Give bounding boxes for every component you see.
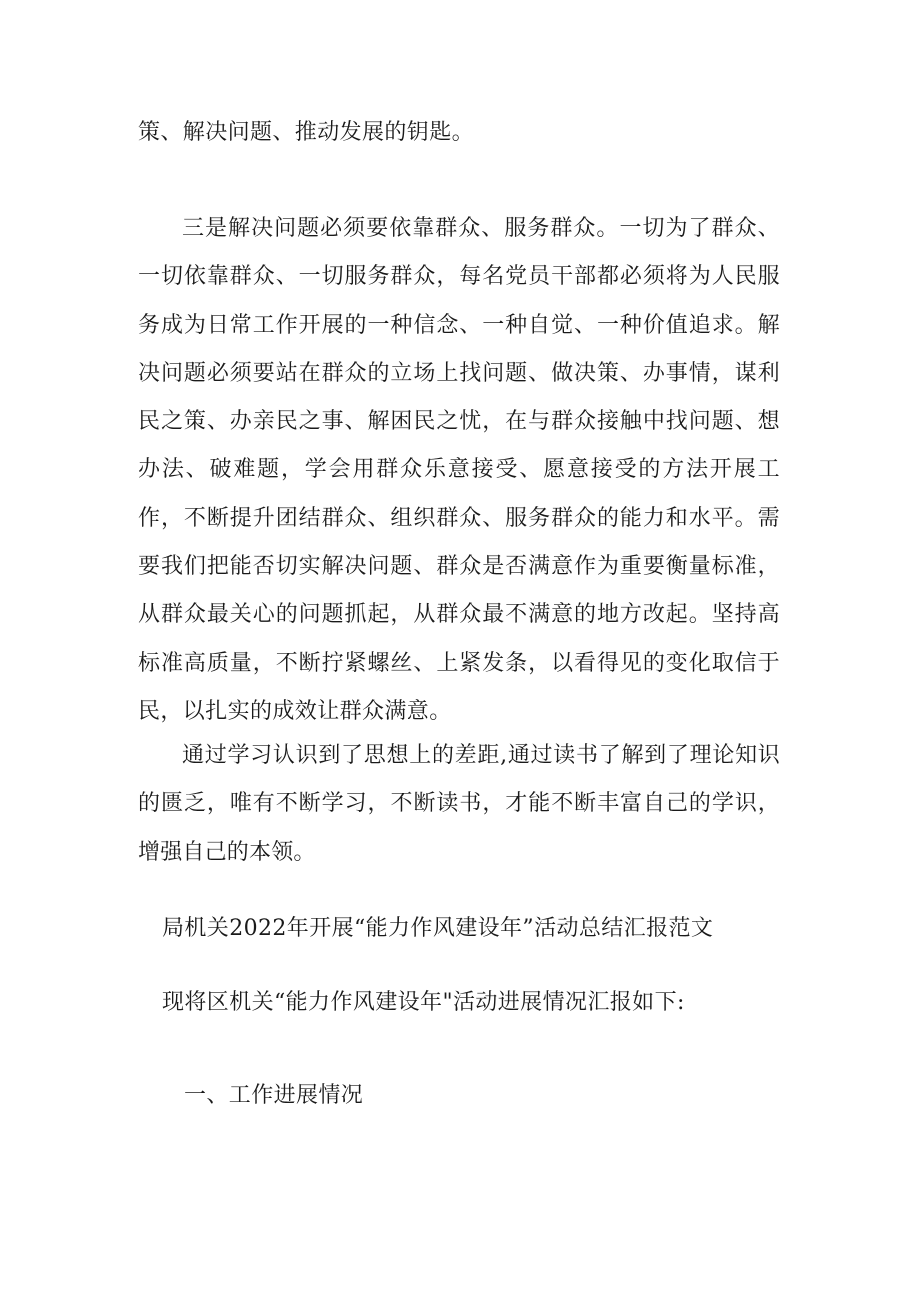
document-title: 局机关2022年开展“能力作风建设年”活动总结汇报范文 bbox=[162, 916, 714, 941]
paragraph-continuation: 策、解决问题、推动发展的钥匙。 bbox=[138, 120, 475, 145]
paragraph-serve-the-masses: 三是解决问题必须要依靠群众、服务群众。一切为了群众、一切依靠群众、一切服务群众，每名党员干部都必须将为人民服务成为日常工作开展的一种信念、一种自觉、一种价值追求。解决问题必须要站在群众的立场上找问题、做决策、办事情，谋利民之策、办亲民之事、解困民之忧，在与群众接触中找问题、想办法、破难题，学会用群众乐意接受、愿意接受的方法开展工作，不断提升团结群众、组织群众、服务群众的能力和水平。需要我们把能否切实解决问题、群众是否满意作为重要衡量标准，从群众最关心的问题抓起，从群众最不满意的地方改起。坚持高标准高质量，不断拧紧螺丝、上紧发条，以看得见的变化取信于民，以扎实的成效让群众满意。 bbox=[138, 216, 780, 724]
paragraph-learning-reflection: 通过学习认识到了思想上的差距,通过读书了解到了理论知识的匮乏，唯有不断学习，不断读书，才能不断丰富自己的学识，增强自己的本领。 bbox=[138, 743, 780, 865]
section-heading-1: 一、工作进展情况 bbox=[184, 1083, 364, 1108]
intro-line: 现将区机关“能力作风建设年"活动进展情况汇报如下: bbox=[162, 990, 685, 1015]
